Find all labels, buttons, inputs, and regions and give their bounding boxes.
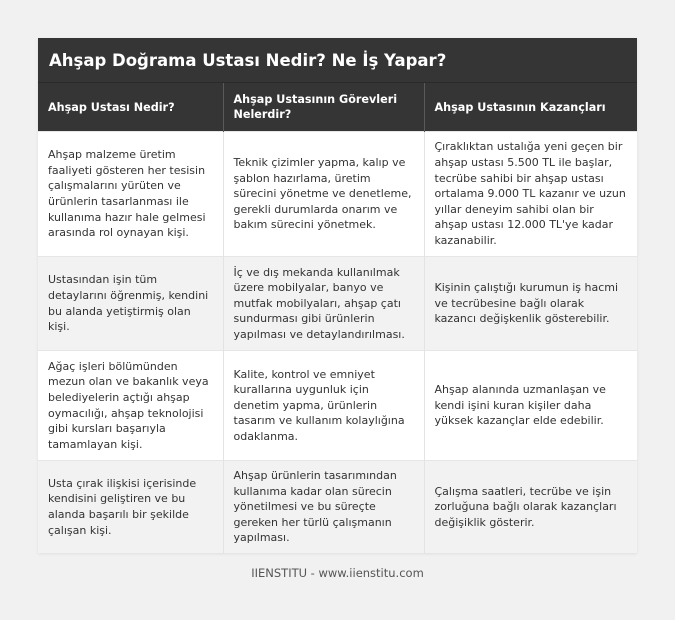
table-row (38, 461, 637, 554)
table-row (38, 257, 637, 351)
table-row (38, 132, 637, 257)
table-row (38, 351, 637, 461)
table-cell: Ağaç işleri bölümünden mezun olan ve bakanlık veya belediyelerin açtığı ahşap oymacılığı, ahşap teknolojisi gibi kursları başarıyla tamamlayan kişi. (38, 351, 223, 461)
column-header-duties: Ahşap Ustasının Görevleri Nelerdir? (223, 83, 424, 132)
footer-credit: IIENSTITU - www.iienstitu.com (251, 566, 424, 580)
table-cell: Ahşap alanında uzmanlaşan ve kendi işini kuran kişiler daha yüksek kazançlar elde edebilir. (424, 351, 637, 461)
table-cell: Çalışma saatleri, tecrübe ve işin zorluğuna bağlı olarak kazançları değişiklik gösterir. (424, 461, 637, 554)
info-table (38, 83, 637, 553)
table-cell: Ahşap malzeme üretim faaliyeti gösteren her tesisin çalışmalarını yürüten ve ürünlerin tasarlanması ile kullanıma hazır hale gelmesi arasında rol oynayan kişi. (38, 132, 223, 257)
table-cell: Ahşap ürünlerin tasarımından kullanıma kadar olan sürecin yönetilmesi ve bu süreçte gereken her türlü çalışmanın yapılması. (223, 461, 424, 554)
table-cell: Kalite, kontrol ve emniyet kurallarına uygunluk için denetim yapma, ürünlerin tasarım ve kullanım kolaylığına odaklanma. (223, 351, 424, 461)
table-cell: Ustasından işin tüm detaylarını öğrenmiş, kendini bu alanda yetiştirmiş olan kişi. (38, 257, 223, 351)
table-cell: Teknik çizimler yapma, kalıp ve şablon hazırlama, üretim sürecini yönetme ve denetleme, gerekli durumlarda onarım ve bakım sürecini yönetmek. (223, 132, 424, 257)
page-title: Ahşap Doğrama Ustası Nedir? Ne İş Yapar? (38, 38, 637, 83)
column-header-earnings: Ahşap Ustasının Kazançları (424, 83, 637, 132)
column-header-definition: Ahşap Ustası Nedir? (38, 83, 223, 132)
content-card (38, 38, 637, 553)
table-cell: Usta çırak ilişkisi içerisinde kendisini geliştiren ve bu alanda başarılı bir şekilde çalışan kişi. (38, 461, 223, 554)
table-header-row (38, 83, 637, 132)
table-cell: Çıraklıktan ustalığa yeni geçen bir ahşap ustası 5.500 TL ile başlar, tecrübe sahibi bir ahşap ustası ortalama 9.000 TL kazanır ve uzun yıllar deneyim sahibi olan bir ahşap ustası 12.000 TL'ye kadar kazanabilir. (424, 132, 637, 257)
table-cell: İç ve dış mekanda kullanılmak üzere mobilyalar, banyo ve mutfak mobilyaları, ahşap çatı sundurması gibi ürünlerin yapılması ve detaylandırılması. (223, 257, 424, 351)
table-cell: Kişinin çalıştığı kurumun iş hacmi ve tecrübesine bağlı olarak kazancı değişkenlik gösterebilir. (424, 257, 637, 351)
